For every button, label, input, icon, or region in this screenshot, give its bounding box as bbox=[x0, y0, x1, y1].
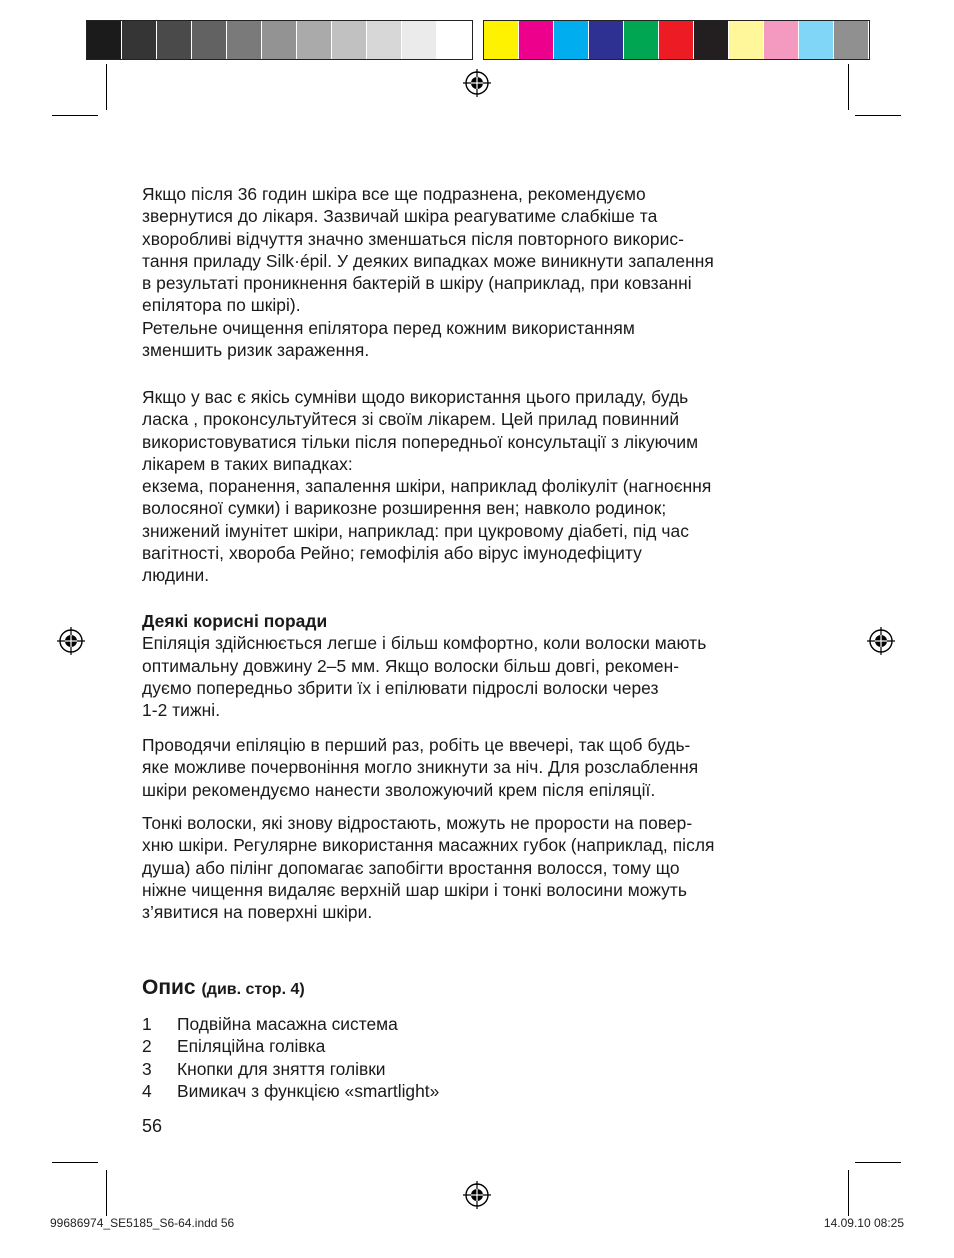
ingrown-hair-paragraph bbox=[142, 812, 822, 923]
color-swatch bbox=[589, 21, 624, 59]
item-number: 3 bbox=[142, 1058, 152, 1079]
first-time-paragraph bbox=[142, 734, 822, 801]
list-item bbox=[142, 1080, 439, 1102]
contraindications-paragraph bbox=[142, 386, 822, 587]
color-swatch bbox=[484, 21, 519, 59]
crop-mark bbox=[848, 1170, 849, 1216]
color-swatch bbox=[554, 21, 589, 59]
grayscale-color-bar bbox=[86, 20, 473, 60]
crop-mark bbox=[106, 1170, 107, 1216]
page-number: 56 bbox=[142, 1116, 163, 1136]
color-swatch bbox=[227, 21, 262, 59]
list-item bbox=[142, 1058, 439, 1080]
crop-mark bbox=[855, 1162, 901, 1163]
paragraph-first-time: Проводячи епіляцію в перший раз, робіть це ввечері, так щоб будь- яке можливе почервоніння могло зникнути за ніч. Для розслаблення шкіри рекомендуємо нанести зволожуючий крем після епіляції. bbox=[142, 735, 699, 800]
color-swatch bbox=[659, 21, 694, 59]
registration-mark-icon bbox=[867, 627, 895, 655]
list-item bbox=[142, 1035, 439, 1057]
item-label: Вимикач з функцією «smartlight» bbox=[177, 1080, 440, 1101]
crop-mark bbox=[106, 64, 107, 110]
color-swatch bbox=[157, 21, 192, 59]
crop-mark bbox=[848, 64, 849, 110]
color-swatch bbox=[437, 21, 472, 59]
registration-mark-icon bbox=[57, 627, 85, 655]
section-heading bbox=[142, 976, 305, 1000]
item-number: 1 bbox=[142, 1014, 152, 1034]
color-swatch bbox=[694, 21, 729, 59]
crop-mark bbox=[52, 1162, 98, 1163]
color-swatch bbox=[834, 21, 869, 59]
paragraph-contraindications: Якщо у вас є якісь сумніви щодо використання цього приладу, будь ласка , проконсультуйтеся зі своїм лікарем. Цей прилад повинний використовуватися тільки після попередньої консультації з лікуючим лікарем в таких випадках: екзема, поранення, запалення шкіри, наприклад фолікуліт (нагноєння волосяної сумки) і варикозне розширення вен; навколо родинок; знижений імунітет шкіри, наприклад: при цукровому діабеті, під час вагітності, хвороба Рейно; гемофілія або вірус імунодефіциту людини. bbox=[142, 387, 712, 586]
color-swatch bbox=[799, 21, 834, 59]
color-swatch bbox=[367, 21, 402, 59]
item-label: Кнопки для зняття голівки bbox=[177, 1058, 386, 1079]
color-swatch bbox=[402, 21, 437, 59]
slug-filename: 99686974_SE5185_S6-64.indd 56 bbox=[50, 1216, 235, 1230]
item-label: Епіляційна голівка bbox=[177, 1036, 326, 1057]
color-swatch bbox=[262, 21, 297, 59]
process-color-bar bbox=[483, 20, 870, 60]
tips-section bbox=[142, 610, 822, 721]
color-swatch bbox=[192, 21, 227, 59]
paragraph-ingrown-hair: Тонкі волоски, які знову відростають, можуть не прорости на повер- хню шкіри. Регулярне використання масажних губок (наприклад, після душа) або пілінг допомагає запобігти вростання волосся, тому що ніжне чищення видаляє верхній шар шкіри і тонкі волосини можуть з’явитися на поверхні шкіри. bbox=[142, 813, 715, 923]
color-swatch bbox=[624, 21, 659, 59]
color-swatch bbox=[122, 21, 157, 59]
item-label: Подвійна масажна система bbox=[177, 1014, 398, 1034]
color-swatch bbox=[764, 21, 799, 59]
slug-datetime: 14.09.10 08:25 bbox=[823, 1216, 904, 1230]
color-swatch bbox=[332, 21, 367, 59]
crop-mark bbox=[855, 115, 901, 116]
color-swatch bbox=[87, 21, 122, 59]
registration-mark-icon bbox=[463, 1181, 491, 1209]
paragraph-irritation: Якщо після 36 годин шкіра все ще подразнена, рекомендуємо звернутися до лікаря. Зазвичай шкіра реагуватиме слабкіше та хворобливі відчуття значно зменшаться після повторного викорис- тання приладу Silk·épil. У деяких випадках може виникнути запалення в результаті проникнення бактерій в шкіру (наприклад, при ковзанні епілятора по шкірі). Ретельне очищення епілятора перед кожним використанням зменшить ризик зараження. bbox=[142, 184, 714, 361]
color-swatch bbox=[729, 21, 764, 59]
list-item bbox=[142, 1013, 439, 1035]
registration-mark-icon bbox=[463, 69, 491, 97]
paragraph-hair-length: Епіляція здійснюється легше і більш комфортно, коли волоски мають оптимальну довжину 2–5 мм. Якщо волоски більш довгі, рекомен- дуємо попередньо збрити їх і епілювати підрослі волоски через 1-2 тижні. bbox=[142, 633, 707, 721]
section-subtitle: (див. стор. 4) bbox=[201, 981, 305, 998]
color-swatch bbox=[519, 21, 554, 59]
tips-heading: Деякі корисні поради bbox=[142, 611, 328, 631]
warning-paragraph bbox=[142, 183, 822, 361]
color-swatch bbox=[297, 21, 332, 59]
item-number: 4 bbox=[142, 1080, 152, 1101]
crop-mark bbox=[52, 115, 98, 116]
section-title: Опис bbox=[142, 976, 196, 999]
parts-list bbox=[142, 1013, 439, 1102]
item-number: 2 bbox=[142, 1036, 152, 1057]
